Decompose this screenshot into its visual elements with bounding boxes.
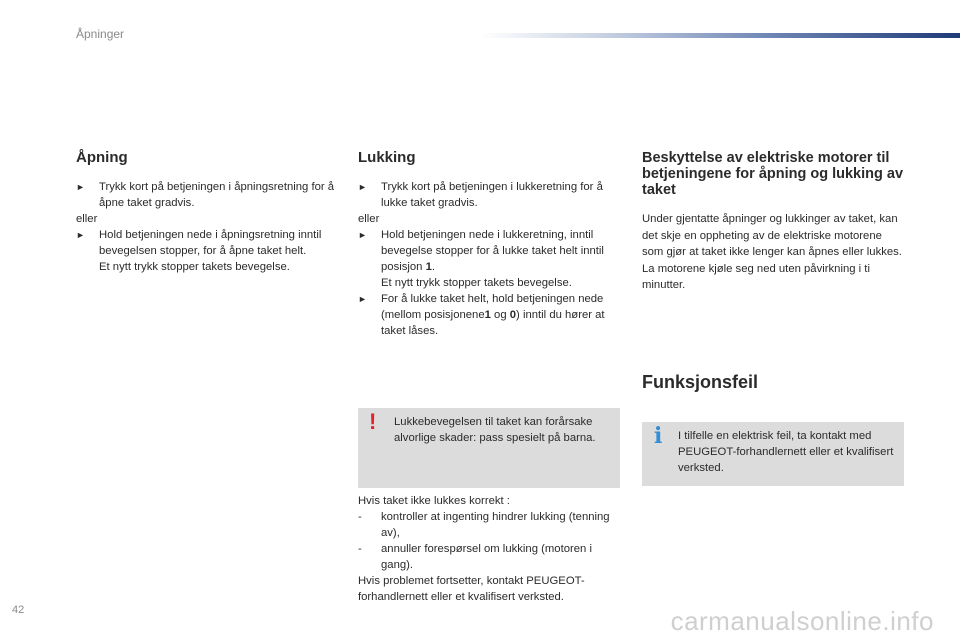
malfunction-section [642,372,758,393]
page-number: 42 [12,604,25,616]
opening-column [76,150,336,275]
position-1: 1 [484,309,491,321]
info-box [642,422,904,486]
position-0: 0 [509,309,517,321]
protection-title: Beskyttelse av elektriske motorer til betjeningene for åpning og lukking av taket [642,150,904,198]
closing-item-2 [358,227,620,291]
check-item-2-text: annuller forespørsel om lukking (motoren i gang). [381,543,592,571]
closing-item-2-end: . [431,261,436,273]
header-gradient-bar [480,33,960,38]
closing-column [358,150,620,339]
triangle-bullet-icon: ► [358,294,367,304]
warning-text: Lukkebevegelsen til taket kan forårsake alvorlige skader: pass spesielt på barna. [394,416,596,444]
position-1: 1 [425,261,432,273]
check-item-2 [358,541,620,573]
dash-marker: - [358,543,362,555]
check-item-1 [358,509,620,541]
malfunction-title: Funksjonsfeil [642,372,759,392]
closing-item-3-og: og [490,309,510,321]
closing-item-1 [358,179,620,211]
triangle-bullet-icon: ► [358,230,367,240]
persist-text: Hvis problemet fortsetter, kontakt PEUGEOT-forhandlernett eller et kvalifisert verksted. [358,575,585,603]
protection-text: Under gjentatte åpninger og lukkinger av taket, kan det skje en oppheting av de elektriske motorene som gjør at taket ikke lenger kan åpnes eller lukkes. La motorene kjøle seg ned uten påvirkning i ti minutter. [642,213,902,291]
closing-title: Lukking [358,149,416,166]
closing-item-2-note: Et nytt trykk stopper takets bevegelse. [381,277,572,289]
opening-item-1 [76,179,336,211]
closing-or: eller [358,213,380,225]
not-closed-intro: Hvis taket ikke lukkes korrekt : [358,495,510,507]
opening-item-2-note: Et nytt trykk stopper takets bevegelse. [99,261,290,273]
opening-title: Åpning [76,149,128,166]
closing-item-3 [358,291,620,339]
info-icon: i [654,423,663,449]
section-label: Åpninger [76,27,125,41]
watermark: carmanualsonline.info [670,606,934,636]
warning-box [358,408,620,488]
triangle-bullet-icon: ► [358,182,367,192]
opening-or: eller [76,213,98,225]
info-text: I tilfelle en elektrisk feil, ta kontakt med PEUGEOT-forhandlernett eller et kvalifisert verksted. [678,430,894,474]
closing-item-2-text: Hold betjeningen nede i lukkeretning, inntil bevegelse stopper for å lukke taket helt inntil posisjon [381,229,604,273]
closing-item-3-text: For å lukke taket helt, hold betjeningen nede (mellom posisjonene [381,293,604,321]
opening-item-2-text: Hold betjeningen nede i åpningsretning inntil bevegelsen stopper, for å åpne taket helt. [99,229,322,257]
opening-item-2 [76,227,336,275]
dash-marker: - [358,511,362,523]
triangle-bullet-icon: ► [76,230,85,240]
closing-item-3-end: ) inntil du hører at taket låses. [381,309,605,337]
triangle-bullet-icon: ► [76,182,85,192]
not-closed-section [358,493,620,605]
protection-column [642,150,904,294]
check-item-1-text: kontroller at ingenting hindrer lukking (tenning av), [381,511,610,539]
opening-item-1-text: Trykk kort på betjeningen i åpningsretning for å åpne taket gradvis. [99,181,335,209]
closing-item-1-text: Trykk kort på betjeningen i lukkeretning for å lukke taket gradvis. [381,181,603,209]
exclamation-icon: ! [369,409,377,434]
